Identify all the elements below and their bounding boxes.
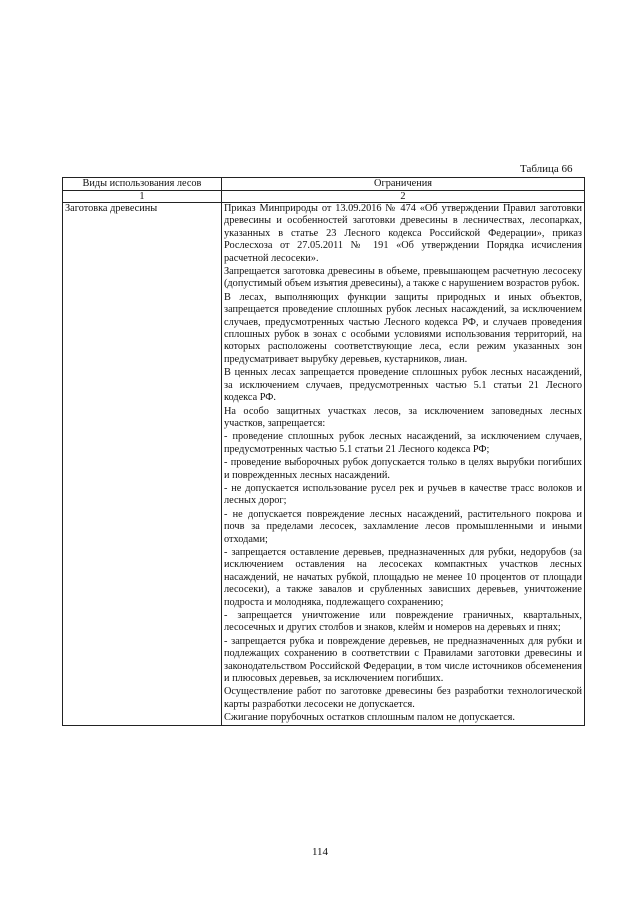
page-number: 114 xyxy=(311,846,329,858)
restriction-paragraph: - не допускается использование русел рек и ручьев в качестве трасс волоков и лесных дорог; xyxy=(224,482,582,507)
table-caption: Таблица 66 xyxy=(520,163,573,175)
column-number-1: 1 xyxy=(63,191,222,203)
table-header-row xyxy=(63,178,585,191)
restriction-paragraph: - запрещается оставление деревьев, предназначенных для рубки, недорубов (за исключением оставления на лесосеках компактных участков лесных насаждений, не начатых рубкой, площадью не менее 10 процентов от площади лесосеки), а также завалов и срубленных зависших деревьев, уничтожение подроста и молодняка, подлежащего сохранению; xyxy=(224,546,582,608)
restriction-paragraph: В лесах, выполняющих функции защиты природных и иных объектов, запрещается проведение сплошных рубок лесных насаждений, за исключением случаев, предусмотренных частью Лесного кодекса РФ, и случаев проведения сплошных рубок в зонах с особыми условиями использования территорий, на которых расположены соответствующие леса, если режим указанных зон предусматривает вырубку деревьев, кустарников, лиан. xyxy=(224,291,582,365)
restriction-paragraph: Приказ Минприроды от 13.09.2016 № 474 «Об утверждении Правил заготовки древесины и особенностей заготовки древесины в лесничествах, лесопарках, указанных в статье 23 Лесного кодекса Российской Федерации», приказ Рослесхоза от 27.05.2011 № 191 «Об утверждении Порядка исчисления расчетной лесосеки». xyxy=(224,203,582,264)
restriction-paragraph: - проведение выборочных рубок допускается только в целях вырубки погибших и поврежденных лесных насаждений. xyxy=(224,457,582,481)
activity-cell: Заготовка древесины xyxy=(63,203,222,726)
restriction-paragraph: На особо защитных участках лесов, за исключением заповедных лесных участков, запрещается: xyxy=(224,405,582,429)
restrictions-cell xyxy=(222,203,585,726)
restriction-paragraph: Сжигание порубочных остатков сплошным палом не допускается. xyxy=(224,712,515,724)
header-restrictions: Ограничения xyxy=(222,178,585,191)
restriction-paragraph: Осуществление работ по заготовке древесины без разработки технологической карты разработки лесосеки не допускается. xyxy=(224,686,582,710)
restriction-paragraph: - проведение сплошных рубок лесных насаждений, за исключением случаев, предусмотренных частью 5.1 статьи 21 Лесного кодекса РФ; xyxy=(224,431,582,455)
restriction-paragraph: Запрещается заготовка древесины в объеме, превышающем расчетную лесосеку (допустимый объем изъятия древесины), а также с нарушением возрастов рубок. xyxy=(224,266,582,290)
restriction-paragraph: - не допускается повреждение лесных насаждений, растительного покрова и почв за пределами лесосек, захламление лесов промышленными и иными отходами; xyxy=(224,508,582,545)
restrictions-table xyxy=(62,177,585,726)
restriction-paragraph: - запрещается рубка и повреждение деревьев, не предназначенных для рубки и подлежащих сохранению в соответствии с Правилами заготовки древесины и законодательством Российской Федерации, в том числе источников обсеменения и плюсовых деревьев, за исключением погибших. xyxy=(224,635,582,685)
restriction-paragraph: - запрещается уничтожение или повреждение граничных, квартальных, лесосечных и других столбов и знаков, клейм и номеров на деревьях и пнях; xyxy=(224,610,582,634)
table-row xyxy=(63,203,585,726)
restriction-paragraph: В ценных лесах запрещается проведение сплошных рубок лесных насаждений, за исключением случаев, предусмотренных частью 5.1 статьи 21 Лесного кодекса РФ. xyxy=(224,367,582,404)
column-number-row xyxy=(63,191,585,203)
header-activity-type: Виды использования лесов xyxy=(63,178,222,191)
column-number-2: 2 xyxy=(222,191,585,203)
